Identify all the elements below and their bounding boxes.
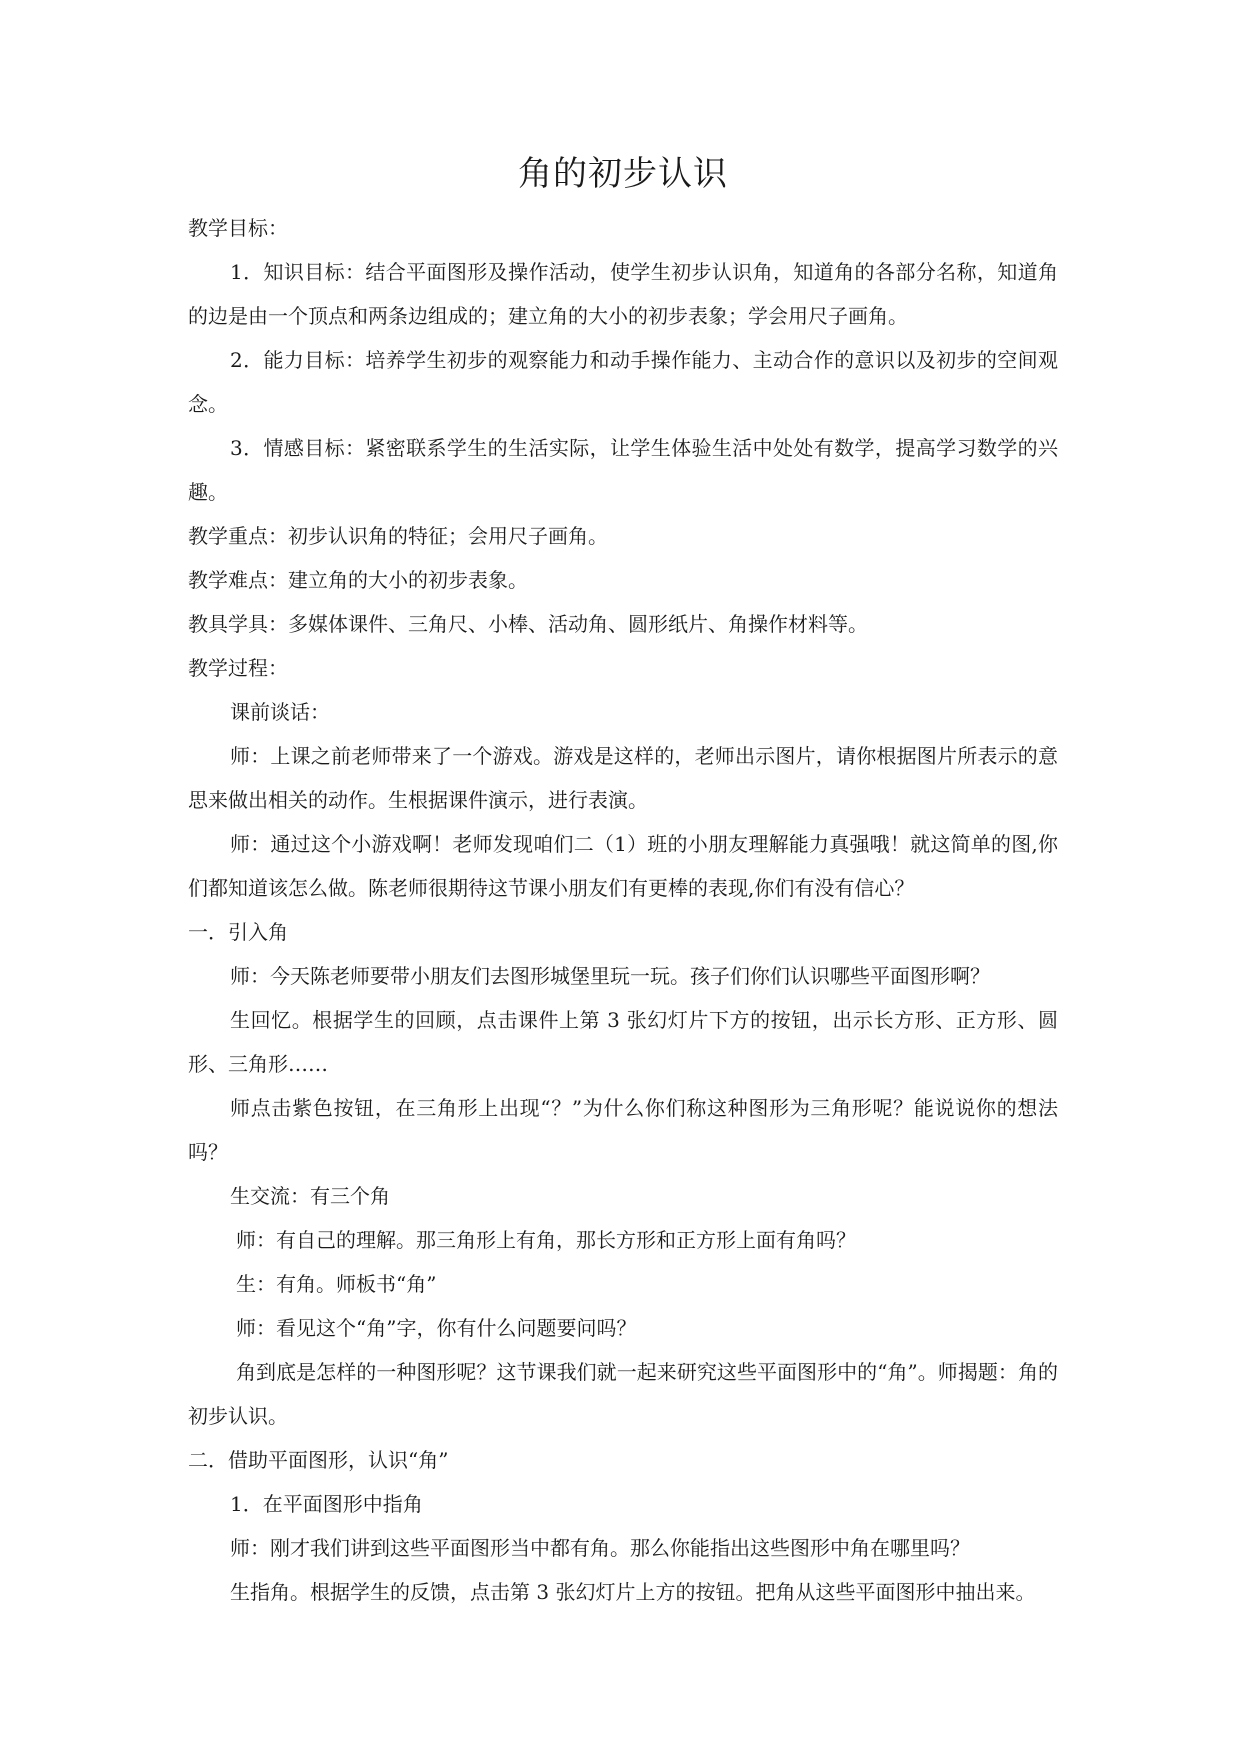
document-page	[188, 150, 1058, 1614]
paragraph-objectives-heading: 教学目标：	[188, 216, 288, 240]
paragraph-student-share: 生交流：有三个角	[230, 1184, 390, 1208]
paragraph-process-heading: 教学过程：	[188, 656, 288, 680]
paragraph-student-answer: 生：有角。师板书“角”	[236, 1272, 437, 1296]
paragraph-materials: 教具学具：多媒体课件、三角尺、小棒、活动角、圆形纸片、角操作材料等。	[188, 612, 868, 636]
paragraph-student-point: 生指角。根据学生的反馈，点击第 3 张幻灯片上方的按钮。把角从这些平面图形中抽出来。	[230, 1580, 1036, 1604]
paragraph-teacher-praise: 师：通过这个小游戏啊！老师发现咱们二（1）班的小朋友理解能力真强哦！就这简单的图,你们都知道该怎么做。陈老师很期待这节课小朋友们有更棒的表现,你们有没有信心？	[188, 832, 1058, 900]
paragraph-castle: 师：今天陈老师要带小朋友们去图形城堡里玩一玩。孩子们你们认识哪些平面图形啊？	[230, 964, 990, 988]
paragraph-purple-button: 师点击紫色按钮，在三角形上出现“？”为什么你们称这种图形为三角形呢？能说说你的想法吗？	[188, 1096, 1058, 1164]
paragraph-emotion-goal: 3．情感目标：紧密联系学生的生活实际，让学生体验生活中处处有数学，提高学习数学的兴趣。	[188, 436, 1058, 504]
paragraph-pre-class-talk: 课前谈话：	[230, 700, 330, 724]
document-title: 角的初步认识	[518, 154, 728, 194]
paragraph-key-points: 教学重点：初步认识角的特征；会用尺子画角。	[188, 524, 608, 548]
paragraph-recall-shapes: 生回忆。根据学生的回顾，点击课件上第 3 张幻灯片下方的按钮，出示长方形、正方形、圆形、三角形……	[188, 1008, 1058, 1076]
section-heading-recognize-angle: 二．借助平面图形，认识“角”	[188, 1448, 449, 1472]
paragraph-point-angles-heading: 1．在平面图形中指角	[230, 1492, 423, 1516]
paragraph-ability-goal: 2．能力目标：培养学生初步的观察能力和动手操作能力、主动合作的意识以及初步的空间观念。	[188, 348, 1058, 416]
section-heading-introduce-angle: 一．引入角	[188, 920, 288, 944]
paragraph-reveal-topic: 角到底是怎样的一种图形呢？这节课我们就一起来研究这些平面图形中的“角”。师揭题：角的初步认识。	[188, 1360, 1058, 1428]
paragraph-teacher-point: 师：刚才我们讲到这些平面图形当中都有角。那么你能指出这些图形中角在哪里吗？	[230, 1536, 970, 1560]
paragraph-teacher-question: 师：有自己的理解。那三角形上有角，那长方形和正方形上面有角吗？	[236, 1228, 856, 1252]
paragraph-teacher-game: 师：上课之前老师带来了一个游戏。游戏是这样的，老师出示图片，请你根据图片所表示的意思来做出相关的动作。生根据课件演示，进行表演。	[188, 744, 1058, 812]
paragraph-difficulties: 教学难点：建立角的大小的初步表象。	[188, 568, 528, 592]
paragraph-knowledge-goal: 1．知识目标：结合平面图形及操作活动，使学生初步认识角，知道角的各部分名称，知道角的边是由一个顶点和两条边组成的；建立角的大小的初步表象；学会用尺子画角。	[188, 260, 1058, 328]
paragraph-teacher-character: 师：看见这个“角”字，你有什么问题要问吗？	[236, 1316, 637, 1340]
